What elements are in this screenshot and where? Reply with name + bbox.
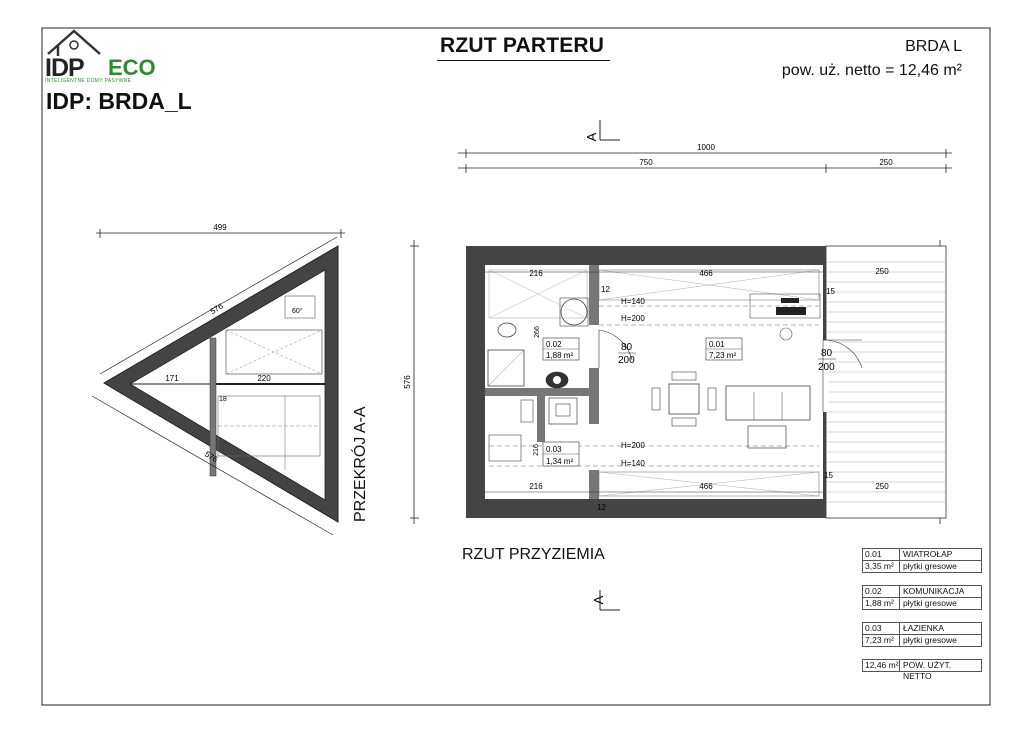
page-title: RZUT PARTERU [440,34,605,57]
floor-plan-drawing [403,120,952,610]
logo-eco-text: ECO [108,55,156,80]
logo-idp-text: IDP [45,54,84,82]
legend-room-0-01: 0.01 WIATROŁAP 3,35 m² płytki gresowe [862,548,982,573]
plan-dim-height: 576 [403,375,412,389]
title-underline [437,60,610,61]
svg-text:A: A [591,595,606,605]
plan-height-top-2: H=200 [621,314,645,323]
section-dim-left: 171 [165,374,179,383]
plan-dim-216: 216 [533,444,540,456]
svg-text:0.03: 0.03 [546,445,562,454]
section-a-a-drawing [92,223,345,535]
plan-dim-bot-right: 250 [875,482,889,491]
section-dim-right: 220 [257,374,271,383]
section-dim-roof-top: 576 [208,301,225,317]
section-mark-bottom [591,590,620,610]
plan-dim-top-left: 216 [529,269,543,278]
legend-total: 12,46 m² POW. UŻYT. NETTO [862,659,982,672]
project-code: IDP: BRDA_L [46,88,192,114]
room-tag-0-02 [543,338,579,360]
net-area: pow. uż. netto = 12,46 m² [781,62,962,79]
section-label: PRZEKRÓJ A-A [352,406,369,522]
plan-dim-bot-left: 216 [529,482,543,491]
door-main-height: 200 [818,362,835,373]
plan-height-bot-2: H=140 [621,459,645,468]
svg-text:1,88 m²: 1,88 m² [546,351,574,360]
logo-tagline: INTELIGENTNE DOMY PASYWNE [45,78,132,84]
plan-dim-terrace: 250 [879,158,893,167]
model-name: BRDA L [905,38,962,55]
door-bath-width: 80 [621,342,633,353]
room-tag-0-01 [706,338,742,360]
company-logo [44,28,174,83]
plan-dim-top-right: 250 [875,267,889,276]
plan-subtitle: RZUT PRZYZIEMIA [462,546,605,563]
plan-height-bot-1: H=200 [621,441,645,450]
plan-dim-bot-mid: 466 [699,482,713,491]
door-bath-height: 200 [618,355,635,366]
legend-room-0-02: 0.02 KOMUNIKACJA 1,88 m² płytki gresowe [862,585,982,610]
svg-text:7,23 m²: 7,23 m² [709,351,737,360]
plan-dim-total: 1000 [697,143,715,152]
svg-text:0.01: 0.01 [709,340,725,349]
plan-dim-15-bot: 15 [824,471,833,480]
section-mark-top [584,120,620,141]
plan-dim-wall-top: 12 [601,285,610,294]
section-angle: 60° [292,308,303,315]
section-dim-top: 499 [213,223,227,232]
svg-text:0.02: 0.02 [546,340,562,349]
plan-dim-wall-bot: 12 [597,503,606,512]
svg-text:A: A [584,132,599,142]
room-tag-0-03 [543,442,579,466]
plan-dim-top-mid: 466 [699,269,713,278]
plan-dim-15-top: 15 [826,287,835,296]
section-dim-roof-bottom: 576 [203,449,220,465]
plan-dim-main: 750 [639,158,653,167]
section-dim-floor: 18 [219,396,227,403]
svg-text:1,34 m²: 1,34 m² [546,457,574,466]
plan-dim-266: 266 [534,326,541,338]
legend-room-0-03: 0.03 ŁAZIENKA 7,23 m² płytki gresowe [862,622,982,647]
plan-height-top-1: H=140 [621,297,645,306]
door-main-width: 80 [821,348,833,359]
